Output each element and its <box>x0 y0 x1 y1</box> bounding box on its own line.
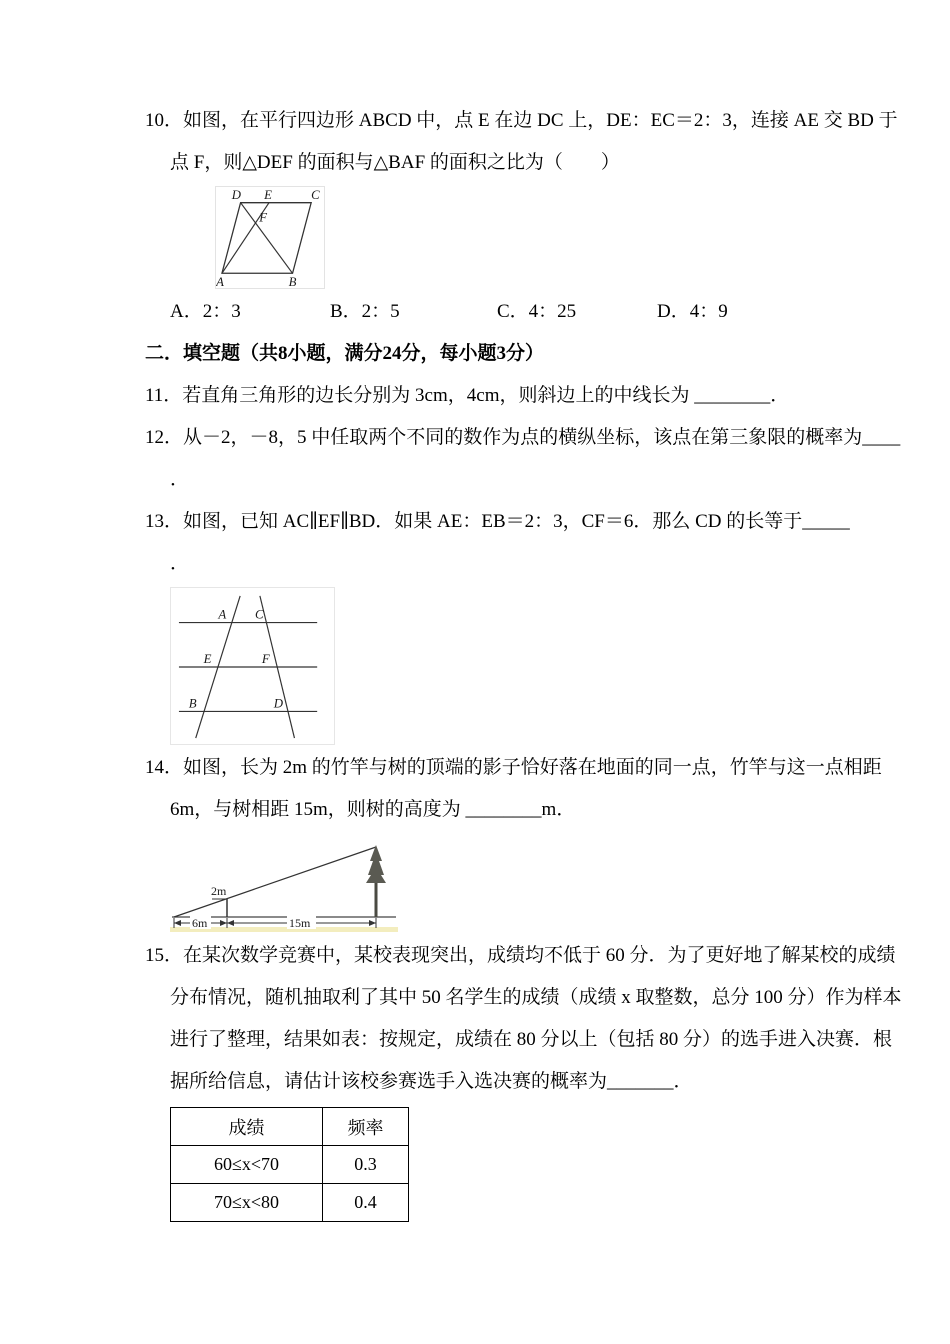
table-row <box>171 1146 409 1184</box>
point-label-f: F <box>261 652 270 667</box>
parallelogram-figure <box>215 186 325 289</box>
far-distance-label: 15m <box>289 916 311 930</box>
question-15-line-4: 据所给信息，请估计该校参赛选手入选决赛的概率为_______． <box>170 1071 693 1092</box>
table-cell-range-2: 70≤x<80 <box>171 1184 323 1222</box>
arrowhead-left-15m <box>227 920 234 926</box>
table-row <box>171 1184 409 1222</box>
question-15-line-2: 分布情况，随机抽取利了其中 50 名学生的成绩（成绩 x 取整数，总分 100 分）作为样本 <box>170 987 902 1008</box>
tree-icon <box>366 845 386 883</box>
table-cell-freq-1: 0.3 <box>323 1146 409 1184</box>
question-10-options <box>145 291 892 333</box>
table-header-score: 成绩 <box>171 1108 323 1146</box>
parallel-lines-figure <box>170 587 335 745</box>
question-10-line-2: 点 F，则△DEF 的面积与△BAF 的面积之比为（ ） <box>170 152 620 173</box>
question-14-line-2: 6m，与树相距 15m，则树的高度为 ________m． <box>170 799 576 820</box>
question-10-line-1: 10．如图，在平行四边形 ABCD 中，点 E 在边 DC 上，DE：EC＝2：3，连接 AE 交 BD 于 <box>145 110 898 131</box>
question-14 <box>145 747 892 933</box>
pole-height-label: 2m <box>211 884 227 898</box>
point-label-d: D <box>273 696 283 711</box>
tree-shadow-figure <box>170 833 398 933</box>
question-15 <box>145 935 902 1222</box>
arrowhead-right-15m <box>369 920 376 926</box>
table-header-row <box>171 1108 409 1146</box>
option-d: D．4：9 <box>657 301 728 322</box>
question-14-line-1: 14．如图，长为 2m 的竹竿与树的顶端的影子恰好落在地面的同一点，竹竿与这一点相距 <box>145 757 882 778</box>
point-label-a: A <box>218 607 227 622</box>
vertex-label-b: B <box>288 275 297 289</box>
vertex-label-f: F <box>259 210 267 225</box>
question-10 <box>145 100 898 333</box>
question-12-line-1: 12．从－2，－8，5 中任取两个不同的数作为点的横纵坐标，该点在第三象限的概率为____ <box>145 427 901 448</box>
score-frequency-table <box>170 1107 409 1222</box>
section-2-header: 二．填空题（共8小题，满分24分，每小题3分） <box>145 343 545 364</box>
arrowhead-left-6m <box>174 920 181 926</box>
table-cell-freq-2: 0.4 <box>323 1184 409 1222</box>
table-header-frequency: 频率 <box>323 1108 409 1146</box>
arrowhead-right-6m <box>220 920 227 926</box>
question-11-line-1: 11．若直角三角形的边长分别为 3cm，4cm，则斜边上的中线长为 ________． <box>145 385 790 406</box>
question-13-line-2: ． <box>170 553 190 574</box>
vertex-label-e: E <box>264 187 272 202</box>
vertex-label-c: C <box>311 187 320 202</box>
vertex-label-d: D <box>231 187 241 202</box>
point-label-b: B <box>188 696 197 711</box>
option-c: C．4：25 <box>497 301 577 322</box>
table-cell-range-1: 60≤x<70 <box>171 1146 323 1184</box>
near-distance-label: 6m <box>192 916 208 930</box>
option-a: A．2：3 <box>170 301 241 322</box>
question-15-line-3: 进行了整理，结果如表：按规定，成绩在 80 分以上（包括 80 分）的选手进入决赛．根 <box>170 1029 893 1050</box>
option-b: B．2：5 <box>330 301 400 322</box>
shadow-hypotenuse <box>174 847 376 917</box>
point-label-c: C <box>254 607 264 622</box>
question-13-line-1: 13．如图，已知 AC∥EF∥BD．如果 AE：EB＝2：3，CF＝6．那么 CD 的长等于_____ <box>145 511 850 532</box>
question-15-line-1: 15．在某次数学竞赛中，某校表现突出，成绩均不低于 60 分．为了更好地了解某校的成绩 <box>145 945 896 966</box>
question-13 <box>145 501 892 745</box>
vertex-label-a: A <box>216 275 224 289</box>
point-label-e: E <box>203 652 212 667</box>
question-12-line-2: ． <box>170 469 190 490</box>
